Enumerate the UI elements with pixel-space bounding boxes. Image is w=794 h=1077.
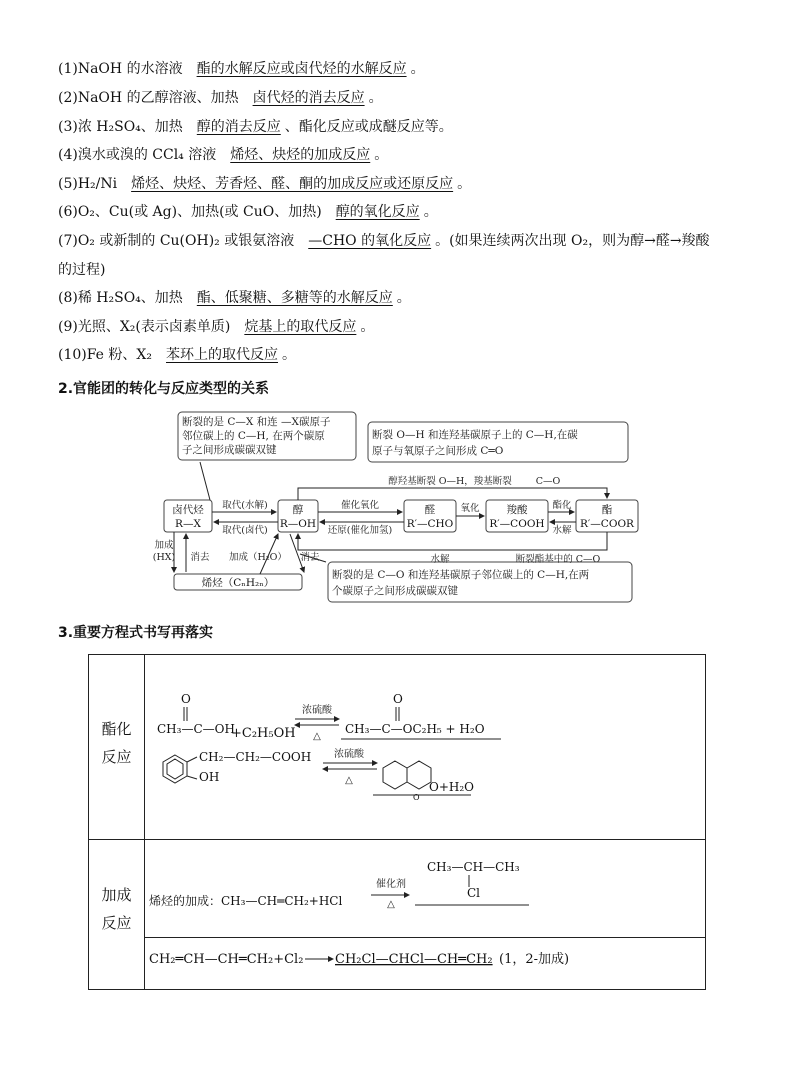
- elim1-label: 消去: [190, 552, 210, 563]
- reduction-label: 还原(催化加氢): [327, 525, 393, 536]
- note1-line2: 邻位碳上的 C—H, 在两个碳原: [182, 430, 325, 442]
- reagent-condition: (3)浓 H₂SO₄、加热: [58, 119, 183, 135]
- hydrolysis-label: 水解: [552, 525, 572, 536]
- reagent-tail: 。(如果连续两次出现 O₂，则为醇→醛→羧酸: [435, 233, 710, 249]
- diene-product: CH₂Cl—CHCl—CH═CH₂: [335, 952, 493, 967]
- reagent-line: [58, 346, 296, 364]
- diene-note: (1，2-加成): [499, 952, 570, 967]
- reagent-line: [58, 175, 471, 193]
- esterA-plus: +C₂H₅OH: [231, 726, 296, 741]
- row1-label: [89, 715, 144, 771]
- alkene-cond: 催化剂: [376, 879, 406, 890]
- esterB-oh: OH: [199, 770, 220, 784]
- reaction-type-answer: 苯环上的取代反应: [166, 347, 279, 363]
- reagent-tail: 。: [410, 61, 425, 77]
- reagent-line: [58, 318, 374, 336]
- reagent-tail: 。: [423, 204, 438, 220]
- haloalkane-name: 卤代烃: [172, 504, 204, 516]
- reagent-condition: (5)H₂/Ni: [58, 176, 118, 192]
- row1-label-line1: 酯化: [101, 720, 132, 738]
- reagent-tail: 。: [360, 319, 375, 335]
- reaction-type-answer: 烯烃、炔烃、芳香烃、醛、酮的加成反应或还原反应: [131, 176, 454, 192]
- esterA-cond: 浓硫酸: [302, 705, 332, 716]
- reagent-line: [58, 118, 453, 136]
- section2-title: 2.官能团的转化与反应类型的关系: [58, 381, 270, 397]
- alcohol-break-label: 醇羟基断裂 O—H，羧基断裂: [388, 476, 512, 487]
- reagent-line: [58, 261, 105, 279]
- reaction-type-answer: 烷基上的取代反应: [244, 319, 357, 335]
- reaction-type-answer: 卤代烃的消去反应: [252, 90, 365, 106]
- section3-title: 3.重要方程式书写再落实: [58, 625, 214, 641]
- reaction-type-answer: 酯、低聚糖、多糖等的水解反应: [196, 290, 393, 306]
- aldehyde-formula: R′—CHO: [406, 518, 454, 530]
- reagent-condition: (8)稀 H₂SO₄、加热: [58, 290, 183, 306]
- reagent-condition: 的过程): [58, 262, 106, 278]
- esterA-right: CH₃—C—OC₂H₅ + H₂O: [345, 722, 485, 736]
- row2-label: [89, 881, 144, 937]
- cat-ox-label: 催化氧化: [340, 500, 380, 511]
- reagent-line: [58, 146, 388, 164]
- aldehyde-name: 醛: [424, 504, 436, 516]
- row2-label-line2: 反应: [101, 914, 132, 932]
- row1-label-line2: 反应: [101, 748, 132, 766]
- reagent-line: [58, 232, 710, 250]
- esterB-cond: 浓硫酸: [334, 749, 364, 760]
- elim2-label: 消去: [300, 552, 320, 563]
- esterB-product-ring: [383, 761, 407, 789]
- reaction-type-answer: 醇的消去反应: [196, 119, 281, 135]
- esterB-delta: △: [345, 775, 353, 786]
- co-label: C—O: [535, 476, 561, 487]
- esterify-label: 酯化: [552, 500, 572, 511]
- add-h2o-label: 加成（H₂O）: [229, 552, 287, 563]
- reagent-condition: (2)NaOH 的乙醇溶液、加热: [58, 90, 239, 106]
- note2-line1: 断裂 O—H 和连羟基碳原子上的 C—H,在碳: [372, 429, 578, 441]
- reagent-condition: (7)O₂ 或新制的 Cu(OH)₂ 或银氨溶液: [58, 233, 295, 249]
- reagent-tail: 。: [374, 147, 389, 163]
- reagent-line: [58, 89, 383, 107]
- esterB-left: CH₂—CH₂—COOH: [199, 750, 312, 764]
- reagent-line: [58, 289, 411, 307]
- reaction-type-answer: 酯的水解反应或卤代烃的水解反应: [196, 61, 407, 77]
- reagent-line: [58, 60, 425, 78]
- reagent-tail: 。: [368, 90, 383, 106]
- reaction-type-answer: 烯烃、炔烃的加成反应: [230, 147, 371, 163]
- esterA-delta: △: [313, 731, 321, 742]
- alkene-label: 烯烃（CₙH₂ₙ）: [201, 577, 275, 589]
- esterB-ring-o: O: [413, 793, 420, 802]
- functional-group-diagram: [150, 408, 640, 608]
- reagent-condition: (4)溴水或溴的 CCl₄ 溶液: [58, 147, 217, 163]
- esterB-right: O+H₂O: [429, 780, 475, 794]
- note1-line3: 子之间形成碳碳双键: [182, 444, 277, 456]
- add-hx-label-2: (HX): [152, 552, 176, 563]
- equation-table: [88, 654, 706, 990]
- sub-halogen-label: 取代(卤代): [222, 525, 268, 536]
- ester-break-label: 断裂酯基中的 C—O: [515, 554, 601, 565]
- reagent-tail: 。: [396, 290, 411, 306]
- add-hx-label-1: 加成: [154, 540, 174, 551]
- sub-hydrolysis-label: 取代(水解): [222, 500, 268, 511]
- reagent-condition: (6)O₂、Cu(或 Ag)、加热(或 CuO、加热): [58, 204, 322, 220]
- acid-formula: R′—COOH: [489, 518, 545, 530]
- note2-line2: 原子与氧原子之间形成 C═O: [372, 445, 504, 457]
- reagent-tail: 、酯化反应或成醚反应等。: [284, 119, 453, 135]
- note3-line2: 个碳原子之间形成碳碳双键: [332, 585, 458, 597]
- alkene-product-cl: Cl: [467, 886, 481, 900]
- esterA-left: CH₃—C—OH: [157, 722, 235, 736]
- reaction-type-answer: —CHO 的氧化反应: [308, 233, 432, 249]
- acid-name: 羧酸: [506, 504, 528, 516]
- ester-hydrolysis-label: 水解: [430, 554, 450, 565]
- alcohol-name: 醇: [292, 504, 304, 516]
- reagent-tail: 。: [457, 176, 472, 192]
- row2-label-line1: 加成: [101, 886, 132, 904]
- reagent-condition: (9)光照、X₂(表示卤素单质): [58, 319, 231, 335]
- haloalkane-formula: R—X: [175, 518, 201, 530]
- reagent-line: [58, 203, 438, 221]
- diene-left: CH₂═CH—CH═CH₂+Cl₂: [149, 952, 304, 967]
- reaction-type-answer: 醇的氧化反应: [335, 204, 420, 220]
- ester-name: 酯: [601, 504, 613, 516]
- note3-line1: 断裂的是 C—O 和连羟基碳原子邻位碳上的 C—H,在两: [332, 569, 590, 581]
- alcohol-formula: R—OH: [279, 518, 317, 530]
- note1-line1: 断裂的是 C—X 和连 —X碳原子: [182, 416, 331, 428]
- reagent-condition: (10)Fe 粉、X₂: [58, 347, 153, 363]
- alkene-product-top: CH₃—CH—CH₃: [427, 860, 520, 874]
- alkene-add: 烯烃的加成：CH₃—CH═CH₂+HCl: [149, 894, 343, 908]
- alkene-delta: △: [387, 899, 395, 910]
- equations-svg: [145, 655, 705, 989]
- esterA-left-o: O: [181, 692, 191, 706]
- oxidation-label: 氧化: [460, 503, 480, 514]
- ester-formula: R′—COOR: [580, 518, 634, 530]
- reagent-condition: (1)NaOH 的水溶液: [58, 61, 183, 77]
- reagent-tail: 。: [282, 347, 297, 363]
- esterA-right-o: O: [393, 692, 403, 706]
